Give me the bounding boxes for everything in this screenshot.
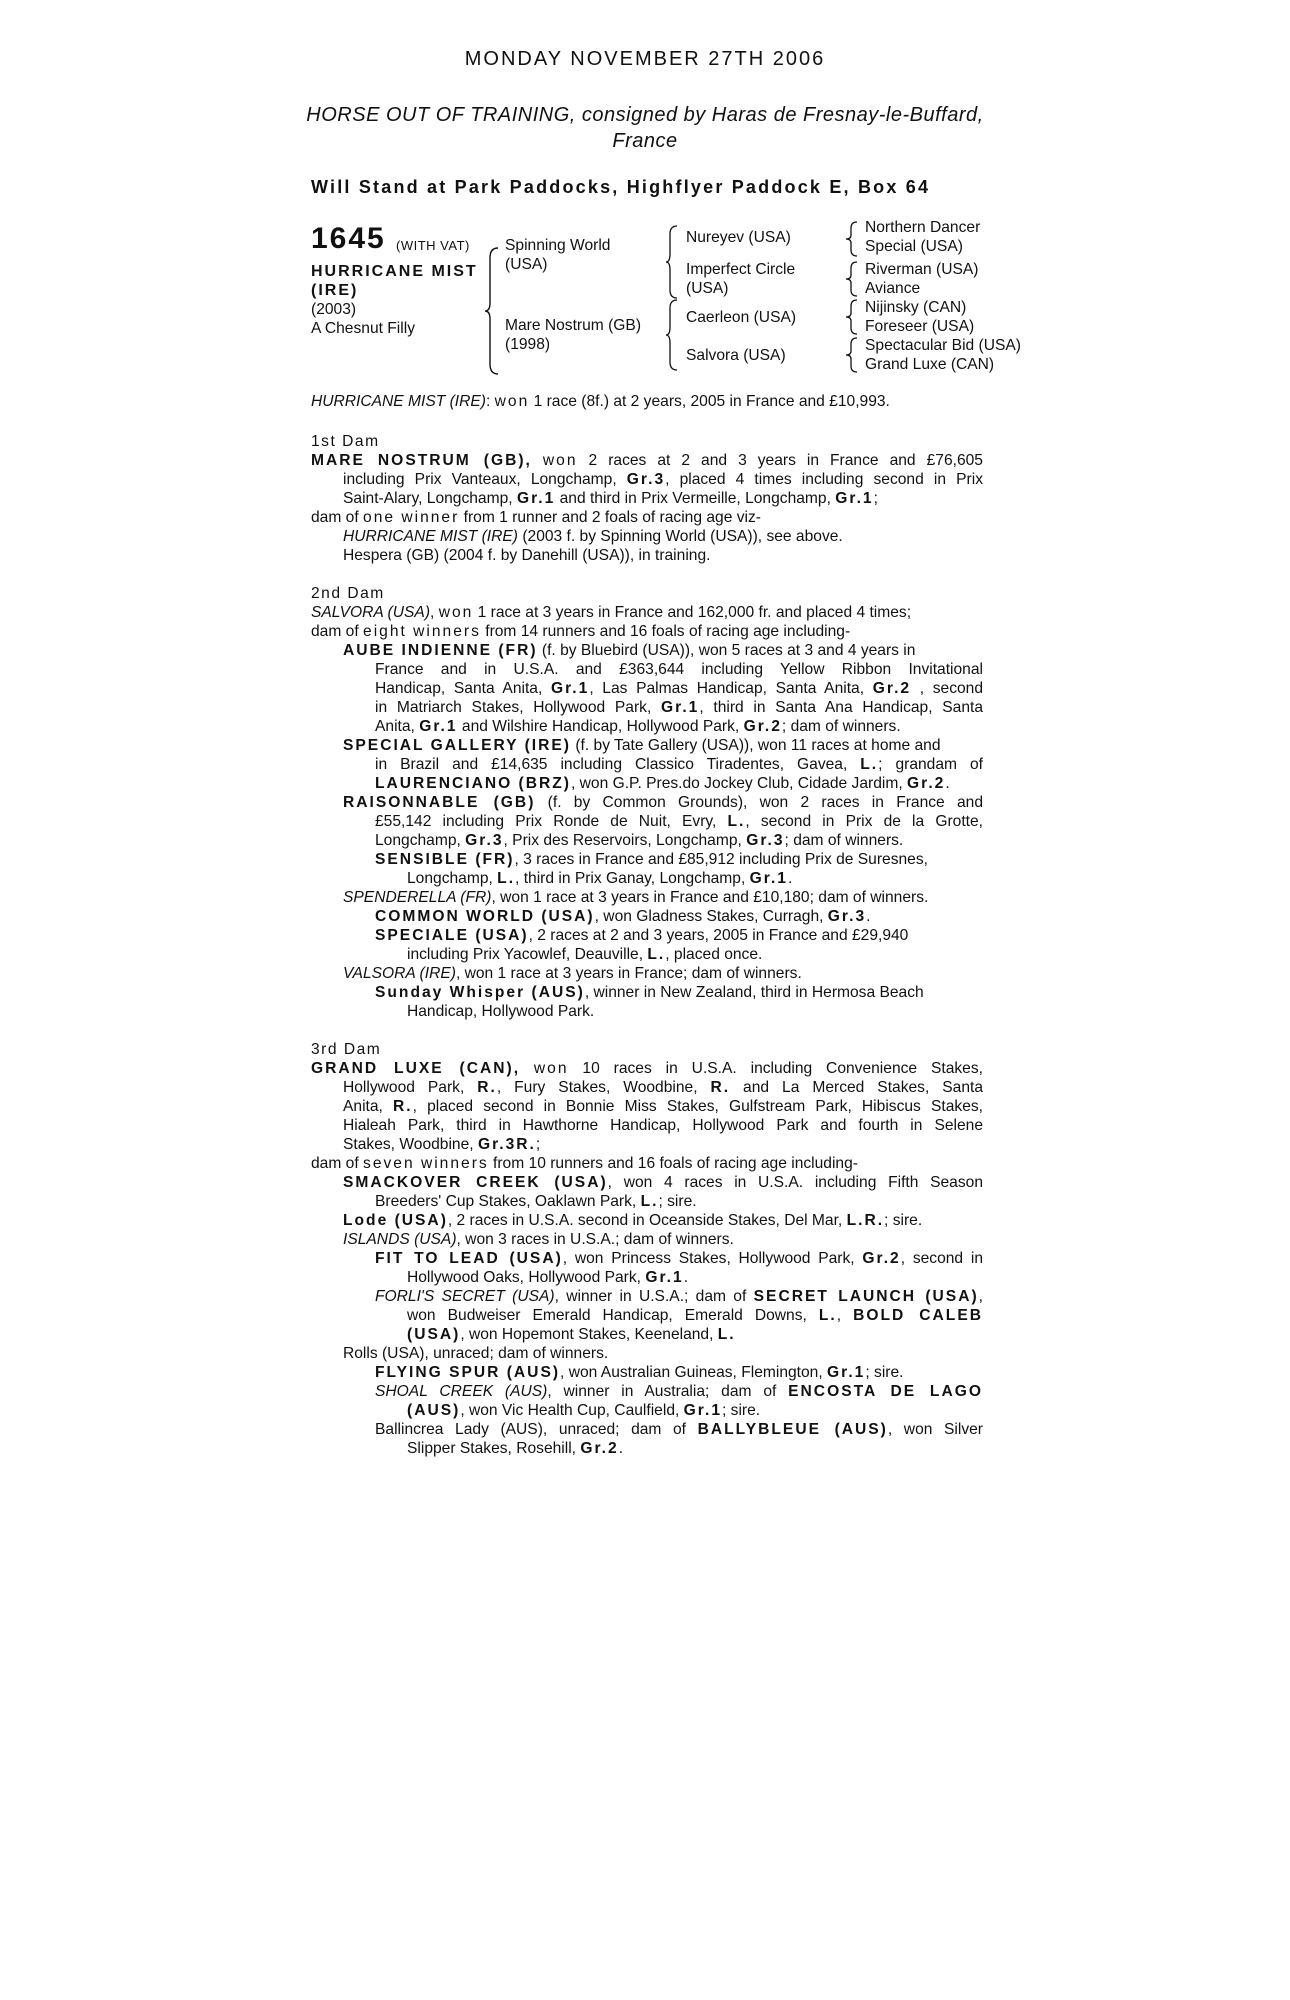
pedigree-brace-g3-3	[845, 298, 859, 336]
vat-note: (WITH VAT)	[396, 238, 470, 253]
dam: Mare Nostrum (GB) (1998)	[505, 317, 642, 353]
sire-sire: Nureyev (USA)	[686, 229, 791, 246]
ggs-3: Nijinsky (CAN) Foreseer (USA)	[865, 299, 975, 335]
horse-name: HURRICANE MIST (IRE)	[311, 263, 478, 299]
sire-dam: Imperfect Circle (USA)	[686, 261, 796, 297]
sale-date: MONDAY NOVEMBER 27TH 2006	[464, 48, 826, 70]
pedigree-brace-g3-2	[845, 260, 859, 298]
stabling-location: Will Stand at Park Paddocks, Highflyer Paddock E, Box 64	[311, 177, 931, 197]
pedigree-brace-main	[484, 246, 500, 376]
horse-details: (2003) A Chesnut Filly	[311, 301, 416, 337]
pedigree-brace-sire	[665, 224, 679, 300]
pedigree-brace-g3-1	[845, 220, 859, 258]
lot-number: 1645	[311, 222, 386, 255]
third-dam-section: 3rd Dam GRAND LUXE (CAN), won 10 races in U.S.A. including Convenience Stakes, Hollywood Park, R., Fury Stakes, Woodbine, R. and La Merced Stakes, Santa Anita, R., placed second in Bonnie Miss Stakes, Gulfstream Park, Hibiscus Stakes, Hialeah Park, third in Hawthorne Handicap, Hollywood Park and fourth in Selene Stakes, Woodbine, Gr.3R.; dam of seven winners from 10 runners and 16 foals of racing age including- SMACKOVER CREEK (USA), won 4 races in U.S.A. including Fifth Season Breeders' Cup Stakes, Oaklawn Park, L.; sire. Lode (USA), 2 races in U.S.A. second in Oceanside Stakes, Del Mar, L.R.; sire. ISLANDS (USA), won 3 races in U.S.A.; dam of winners. FIT TO LEAD (USA), won Princess Stakes, Hollywood Park, Gr.2, second in Hollywood Oaks, Hollywood Park, Gr.1. FORLI'S SECRET (USA), winner in U.S.A.; dam of SECRET LAUNCH (USA), won Budweiser Emerald Handicap, Emerald Downs, L., BOLD CALEB (USA), won Hopemont Stakes, Keeneland, L. Rolls (USA), unraced; dam of winners. FLYING SPUR (AUS), won Australian Guineas, Flemington, Gr.1; sire. SHOAL CREEK (AUS), winner in Australia; dam of ENCOSTA DE LAGO (AUS), won Vic Health Cup, Caulfield, Gr.1; sire. Ballincrea Lady (AUS), unraced; dam of BALLYBLEUE (AUS), won Silver Slipper Stakes, Rosehill, Gr.2.	[311, 1041, 983, 1457]
section-heading: 3rd Dam	[311, 1041, 382, 1058]
race-record: HURRICANE MIST (IRE): won 1 race (8f.) at 2 years, 2005 in France and £10,993.	[311, 393, 890, 410]
pedigree-table	[0, 220, 1290, 380]
section-heading: 2nd Dam	[311, 585, 385, 602]
dam-dam: Salvora (USA)	[686, 347, 786, 364]
ggs-4: Spectacular Bid (USA) Grand Luxe (CAN)	[865, 337, 1021, 373]
dam-sire: Caerleon (USA)	[686, 309, 797, 326]
ggs-1: Northern Dancer Special (USA)	[865, 219, 981, 255]
section-heading: 1st Dam	[311, 433, 380, 450]
first-dam-section: 1st Dam MARE NOSTRUM (GB), won 2 races at 2 and 3 years in France and £76,605 including Prix Vanteaux, Longchamp, Gr.3, placed 4 times including second in Prix Saint-Alary, Longchamp, Gr.1 and third in Prix Vermeille, Longchamp, Gr.1; dam of one winner from 1 runner and 2 foals of racing age viz- HURRICANE MIST (IRE) (2003 f. by Spinning World (USA)), see above. Hespera (GB) (2004 f. by Danehill (USA)), in training.	[311, 433, 983, 564]
sire: Spinning World (USA)	[505, 237, 611, 273]
ggs-2: Riverman (USA) Aviance	[865, 261, 979, 297]
consignor-line: HORSE OUT OF TRAINING, consigned by Haras de Fresnay-le-Buffard, France	[306, 104, 984, 152]
pedigree-brace-dam	[665, 298, 679, 372]
second-dam-section: 2nd Dam SALVORA (USA), won 1 race at 3 years in France and 162,000 fr. and placed 4 times; dam of eight winners from 14 runners and 16 foals of racing age including- AUBE INDIENNE (FR) (f. by Bluebird (USA)), won 5 races at 3 and 4 years in France and in U.S.A. and £363,644 including Yellow Ribbon Invitational Handicap, Santa Anita, Gr.1, Las Palmas Handicap, Santa Anita, Gr.2 , second in Matriarch Stakes, Hollywood Park, Gr.1, third in Santa Ana Handicap, Santa Anita, Gr.1 and Wilshire Handicap, Hollywood Park, Gr.2; dam of winners. SPECIAL GALLERY (IRE) (f. by Tate Gallery (USA)), won 11 races at home and in Brazil and £14,635 including Classico Tiradentes, Gavea, L.; grandam of LAURENCIANO (BRZ), won G.P. Pres.do Jockey Club, Cidade Jardim, Gr.2. RAISONNABLE (GB) (f. by Common Grounds), won 2 races in France and £55,142 including Prix Ronde de Nuit, Evry, L., second in Prix de la Grotte, Longchamp, Gr.3, Prix des Reservoirs, Longchamp, Gr.3; dam of winners. SENSIBLE (FR), 3 races in France and £85,912 including Prix de Suresnes, Longchamp, L., third in Prix Ganay, Longchamp, Gr.1. SPENDERELLA (FR), won 1 race at 3 years in France and £10,180; dam of winners. COMMON WORLD (USA), won Gladness Stakes, Curragh, Gr.3. SPECIALE (USA), 2 races at 2 and 3 years, 2005 in France and £29,940 including Prix Yacowlef, Deauville, L., placed once. VALSORA (IRE), won 1 race at 3 years in France; dam of winners. Sunday Whisper (AUS), winner in New Zealand, third in Hermosa Beach Handicap, Hollywood Park.	[311, 585, 983, 1020]
pedigree-brace-g3-4	[845, 336, 859, 374]
